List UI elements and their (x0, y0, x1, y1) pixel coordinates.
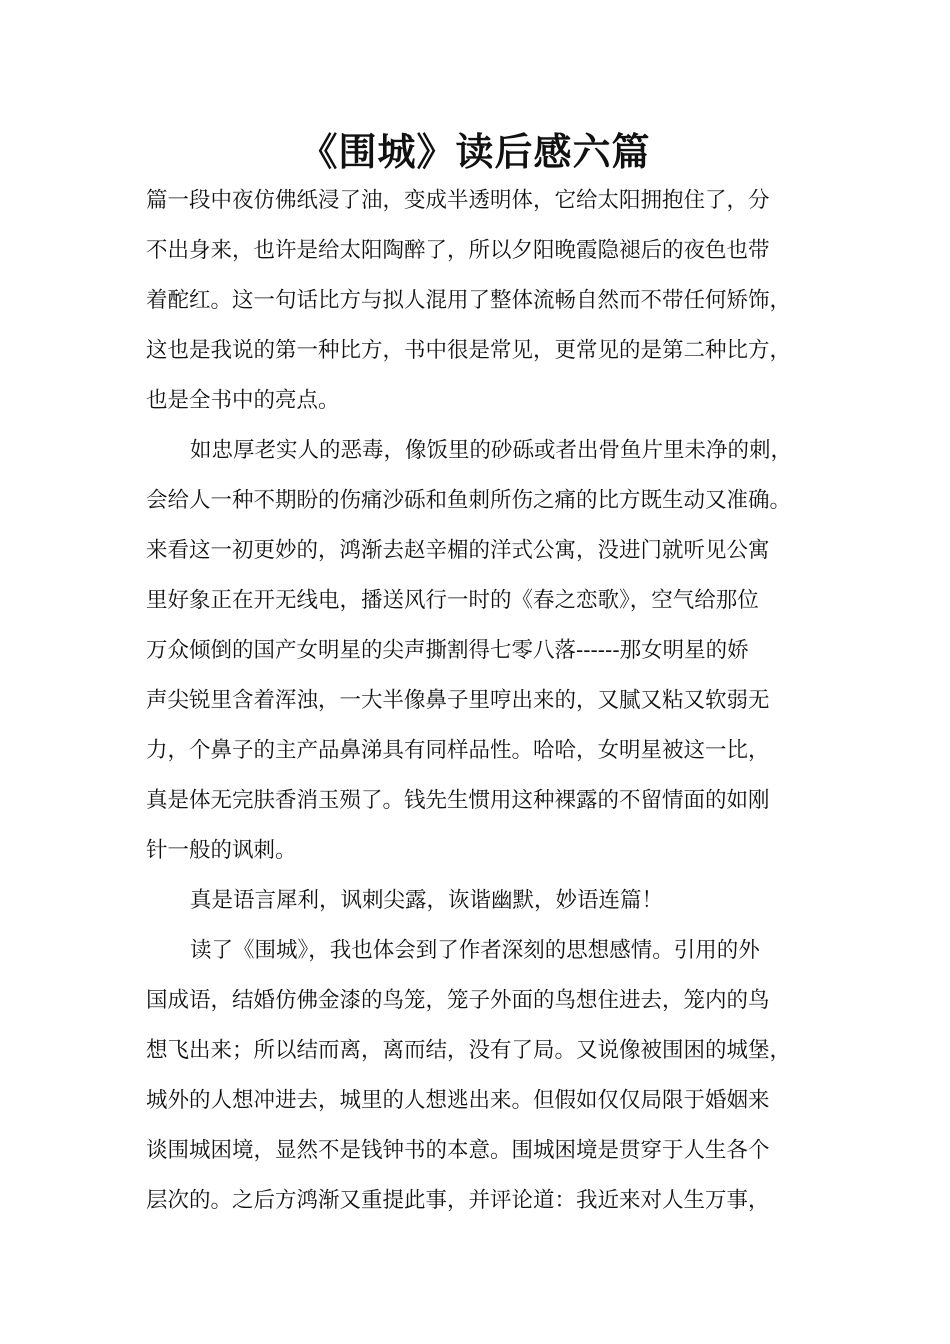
text-line: 里好象正在开无线电，播送风行一时的《春之恋歌》，空气给那位 (146, 588, 759, 613)
text-line: 国成语，结婚仿佛金漆的鸟笼，笼子外面的鸟想住进去，笼内的鸟 (146, 988, 770, 1013)
text-line: 篇一段中夜仿佛纸浸了油，变成半透明体，它给太阳拥抱住了，分 (146, 188, 770, 213)
text-line: 如忠厚老实人的恶毒，像饭里的砂砾或者出骨鱼片里未净的刺， (190, 438, 793, 463)
text-line: 着酡红。这一句话比方与拟人混用了整体流畅自然而不带任何矫饰， (146, 288, 792, 313)
text-line: 万众倾倒的国产女明星的尖声撕割得七零八落------那女明星的娇 (146, 638, 749, 663)
text-line: 真是体无完肤香消玉殒了。钱先生惯用这种裸露的不留情面的如刚 (146, 788, 770, 813)
document-title: 《围城》读后感六篇 (299, 130, 651, 174)
text-line: 想飞出来；所以结而离，离而结，没有了局。又说像被围困的城堡， (146, 1038, 792, 1063)
text-line: 不出身来，也许是给太阳陶醉了，所以夕阳晚霞隐褪后的夜色也带 (146, 238, 770, 263)
text-line: 城外的人想冲进去，城里的人想逃出来。但假如仅仅局限于婚姻来 (146, 1088, 770, 1113)
text-line: 真是语言犀利，讽刺尖露，诙谐幽默，妙语连篇！ (190, 888, 664, 913)
text-line: 声尖锐里含着浑浊，一大半像鼻子里哼出来的，又腻又粘又软弱无 (146, 688, 770, 713)
text-line: 力，个鼻子的主产品鼻涕具有同样品性。哈哈，女明星被这一比， (146, 738, 770, 763)
text-line: 会给人一种不期盼的伤痛沙砾和鱼刺所伤之痛的比方既生动又准确。 (146, 488, 792, 513)
text-line: 也是全书中的亮点。 (146, 388, 340, 413)
text-line: 来看这一初更妙的，鸿渐去赵辛楣的洋式公寓，没进门就听见公寓 (146, 538, 770, 563)
text-line: 谈围城困境，显然不是钱钟书的本意。围城困境是贯穿于人生各个 (146, 1138, 770, 1163)
text-line: 层次的。之后方鸿渐又重提此事，并评论道：我近来对人生万事， (146, 1188, 770, 1213)
text-line: 读了《围城》，我也体会到了作者深刻的思想感情。引用的外 (190, 938, 760, 963)
text-line: 这也是我说的第一种比方，书中很是常见，更常见的是第二种比方， (146, 338, 792, 363)
text-line: 针一般的讽刺。 (146, 838, 297, 863)
